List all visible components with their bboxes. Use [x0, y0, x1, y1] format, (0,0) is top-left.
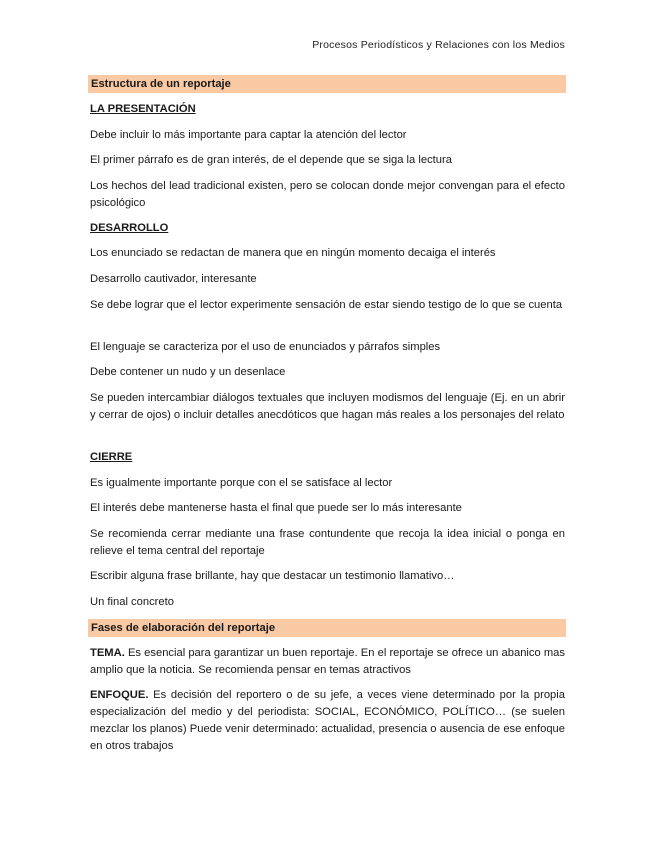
paragraph-tema: [90, 645, 565, 679]
paragraph: Un final concreto: [90, 596, 174, 608]
heading-presentacion: LA PRESENTACIÓN: [90, 103, 196, 115]
paragraph: Se recomienda cerrar mediante una frase contundente que recoja la idea inicial o ponga en relieve el tema central del reportaje: [90, 528, 565, 557]
term-text: Es decisión del reportero o de su jefe, a veces viene determinado por la propia especialización del medio y del periodista: SOCIAL, ECONÓMICO, POLÍTICO… (se suelen mezclar los planos) Puede venir determinado: actualidad, presencia o ausencia de ese enfoque en otros trabajos: [90, 689, 565, 752]
paragraph: Se debe lograr que el lector experimente sensación de estar siendo testigo de lo que se cuenta: [90, 299, 563, 311]
paragraph: El lenguaje se caracteriza por el uso de enunciados y párrafos simples: [90, 341, 441, 353]
paragraph: Escribir alguna frase brillante, hay que destacar un testimonio llamativo…: [90, 570, 455, 582]
heading-cierre: CIERRE: [90, 451, 133, 463]
term-label: TEMA.: [90, 647, 125, 659]
paragraph: Es igualmente importante porque con el se satisface al lector: [90, 477, 393, 489]
term-label: ENFOQUE.: [90, 689, 149, 701]
paragraph: Debe incluir lo más importante para captar la atención del lector: [90, 129, 407, 141]
paragraph: Debe contener un nudo y un desenlace: [90, 366, 286, 378]
paragraph: Desarrollo cautivador, interesante: [90, 273, 257, 285]
paragraph: El interés debe mantenerse hasta el final que puede ser lo más interesante: [90, 502, 462, 514]
paragraph: Los hechos del lead tradicional existen, pero se colocan donde mejor convengan para el efecto psicológico: [90, 180, 565, 209]
paragraph-enfoque: [90, 687, 565, 755]
page-header-title: Procesos Periodísticos y Relaciones con los Medios: [312, 39, 565, 51]
paragraph: El primer párrafo es de gran interés, de el depende que se siga la lectura: [90, 154, 452, 166]
term-text: Es esencial para garantizar un buen reportaje. En el reportaje se ofrece un abanico mas amplio que la noticia. Se recomienda pensar en temas atractivos: [90, 647, 565, 676]
heading-desarrollo: DESARROLLO: [90, 222, 169, 234]
paragraph: Se pueden intercambiar diálogos textuales que incluyen modismos del lenguaje (Ej. en un abrir y cerrar de ojos) o incluir detalles anecdóticos que hagan más reales a los personajes del relato: [90, 392, 565, 421]
paragraph: Los enunciado se redactan de manera que en ningún momento decaiga el interés: [90, 247, 496, 259]
section-banner-estructura: Estructura de un reportaje: [88, 75, 566, 93]
section-banner-fases: Fases de elaboración del reportaje: [88, 619, 566, 637]
